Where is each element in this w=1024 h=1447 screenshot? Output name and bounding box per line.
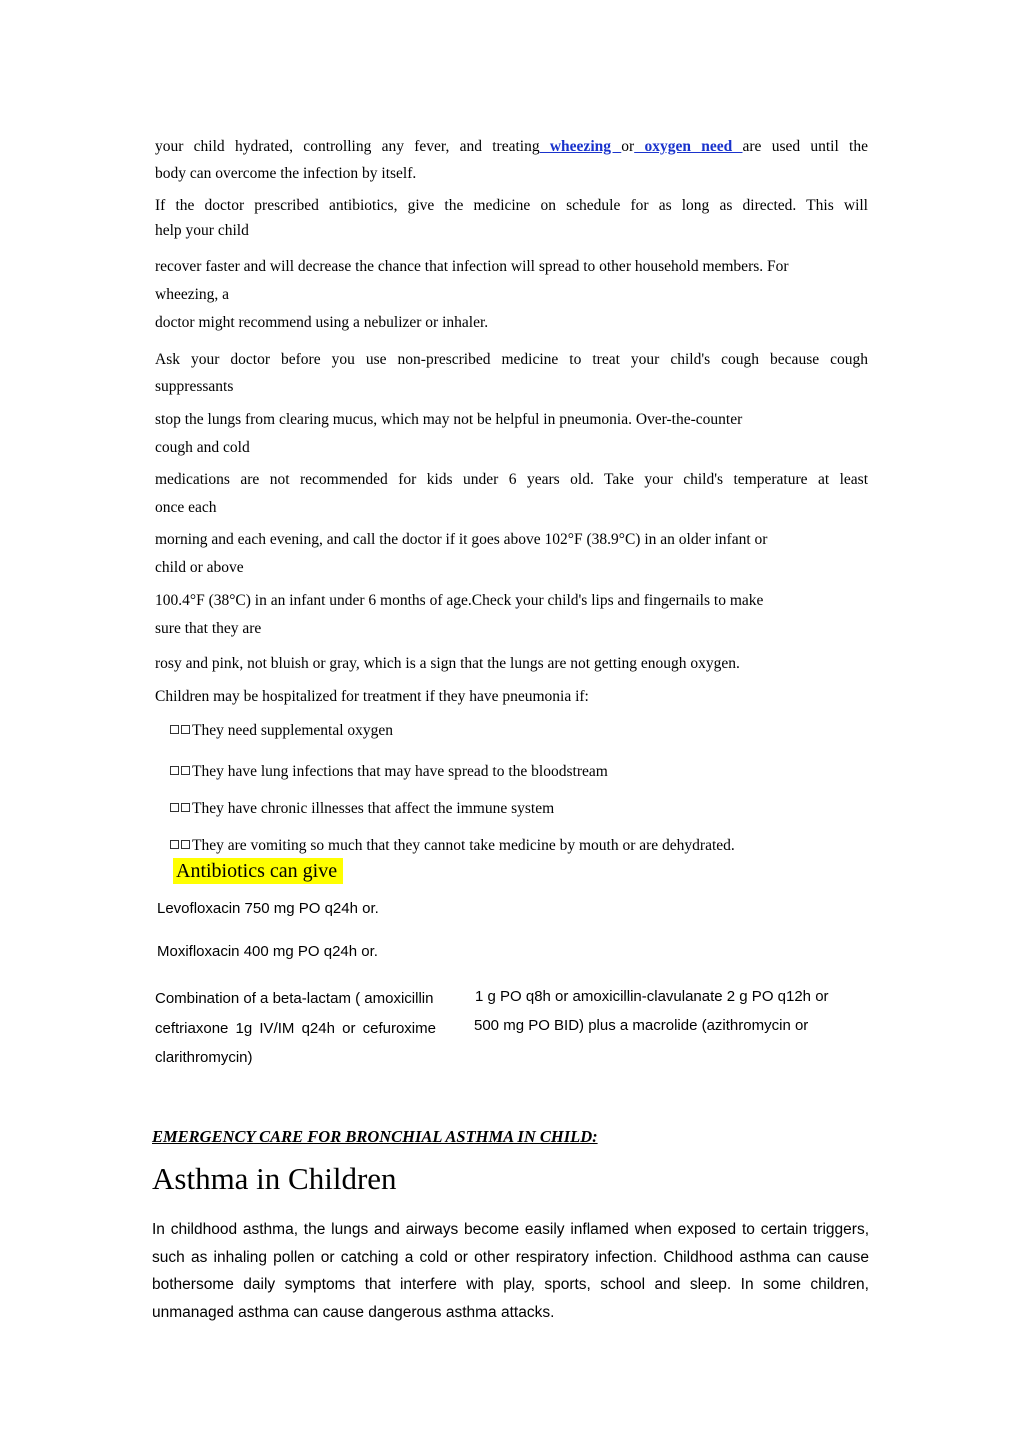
text-line: body can overcome the infection by itself.: [155, 165, 417, 182]
text-line: sure that they are: [155, 620, 262, 637]
page-title: Asthma in Children: [152, 1161, 397, 1196]
text-line: once each: [155, 499, 217, 516]
text-line: suppressants: [155, 378, 234, 395]
checkbox-glyph-icon: [181, 803, 190, 812]
list-item-text: They have lung infections that may have spread to the bloodstream: [192, 763, 608, 780]
checkbox-glyph-icon: [181, 840, 190, 849]
regimen-combination-end: clarithromycin): [155, 1049, 253, 1066]
text-line: wheezing, a: [155, 286, 230, 303]
list-item-text: They have chronic illnesses that affect the immune system: [192, 800, 555, 817]
checkbox-glyph-icon: [181, 725, 190, 734]
list-item: [170, 798, 554, 820]
text-line: recover faster and will decrease the chance that infection will spread to other household members. For: [155, 258, 789, 275]
checkbox-glyph-icon: [170, 766, 179, 775]
checkbox-glyph-icon: [170, 840, 179, 849]
text-line: [155, 133, 868, 160]
regimen-combination-right: 1 g PO q8h or amoxicillin-clavulanate 2 g PO q12h or: [475, 988, 829, 1005]
list-item-text: They are vomiting so much that they cannot take medicine by mouth or are dehydrated.: [192, 837, 735, 854]
list-item-text: They need supplemental oxygen: [192, 722, 394, 739]
text-line: child or above: [155, 559, 244, 576]
text-line: If the doctor prescribed antibiotics, give the medicine on schedule for as long as directed. This will: [155, 197, 868, 214]
text-line: Ask your doctor before you use non-prescribed medicine to treat your child's cough because cough: [155, 351, 868, 368]
text-line: stop the lungs from clearing mucus, which may not be helpful in pneumonia. Over-the-counter: [155, 411, 743, 428]
text-line: medications are not recommended for kids under 6 years old. Take your child's temperature at least: [155, 471, 868, 488]
list-item: [170, 835, 735, 857]
text-line: help your child: [155, 222, 249, 239]
body-paragraph: In childhood asthma, the lungs and airways become easily inflamed when exposed to certain triggers, such as inhaling pollen or catching a cold or other respiratory infection. Childhood asthma can cause bothersome daily symptoms that interfere with play, sports, school and sleep. In some children, unmanaged asthma can cause dangerous asthma attacks.: [152, 1221, 869, 1321]
text-line: doctor might recommend using a nebulizer or inhaler.: [155, 314, 489, 331]
text-line: 100.4°F (38°C) in an infant under 6 months of age.Check your child's lips and fingernails to make: [155, 592, 764, 609]
text-line: cough and cold: [155, 439, 250, 456]
wheezing-link[interactable]: wheezing: [539, 138, 622, 155]
regimen-combination-right: 500 mg PO BID) plus a macrolide (azithromycin or: [474, 1017, 809, 1034]
regimen-combination-left: Combination of a beta-lactam ( amoxicillin: [155, 990, 434, 1007]
oxygen-need-link[interactable]: oxygen need: [634, 138, 743, 155]
regimen-moxifloxacin: Moxifloxacin 400 mg PO q24h or.: [157, 943, 378, 960]
text-segment: your child hydrated, controlling any fever, and treating: [155, 138, 540, 155]
checkbox-glyph-icon: [170, 803, 179, 812]
text-line: rosy and pink, not bluish or gray, which is a sign that the lungs are not getting enough oxygen.: [155, 655, 740, 672]
regimen-combination-left: ceftriaxone 1g IV/IM q24h or cefuroxime: [155, 1020, 436, 1037]
text-line: Children may be hospitalized for treatment if they have pneumonia if:: [155, 688, 589, 705]
antibiotics-heading: Antibiotics can give: [173, 858, 343, 884]
list-item: [170, 761, 608, 783]
checkbox-glyph-icon: [170, 725, 179, 734]
text-segment: are used until the: [742, 138, 868, 155]
regimen-levofloxacin: Levofloxacin 750 mg PO q24h or.: [157, 900, 379, 917]
checkbox-glyph-icon: [181, 766, 190, 775]
text-line: morning and each evening, and call the doctor if it goes above 102°F (38.9°C) in an older infant or: [155, 531, 768, 548]
list-item: [170, 720, 393, 742]
section-heading: EMERGENCY CARE FOR BRONCHIAL ASTHMA IN CHILD:: [152, 1127, 598, 1146]
text-segment: or: [621, 138, 635, 155]
